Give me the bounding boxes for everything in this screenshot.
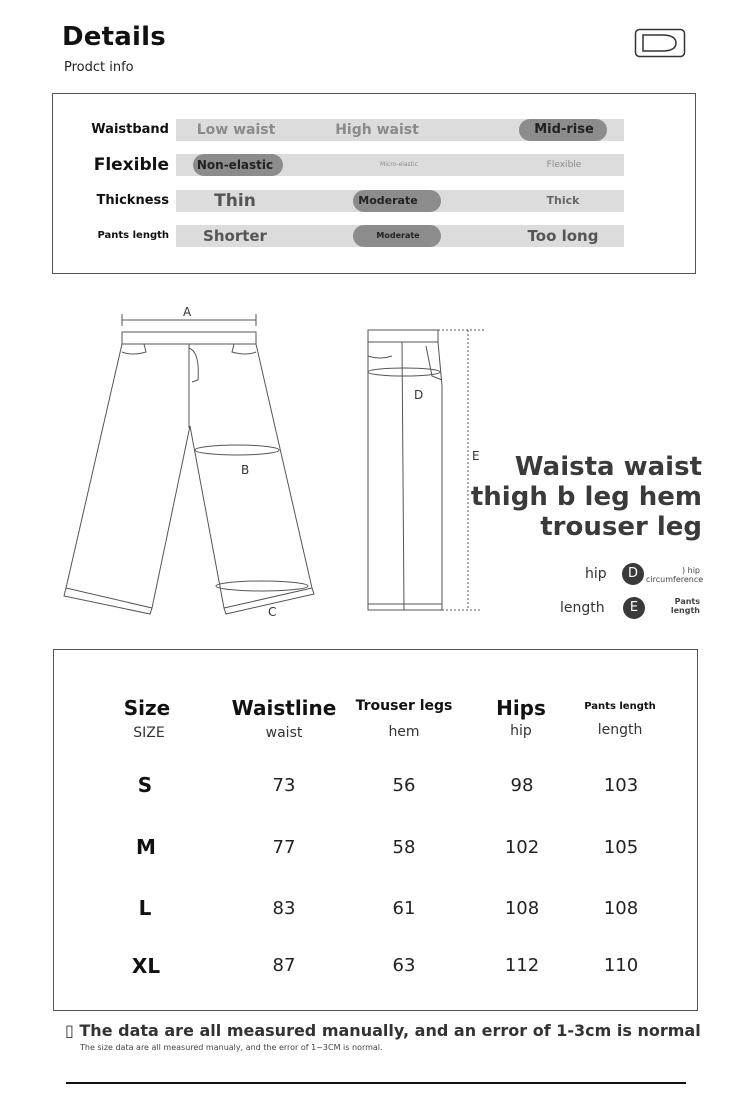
attribute-track bbox=[176, 225, 624, 247]
header-waistline: Waistline bbox=[231, 696, 337, 720]
size-xl: XL bbox=[131, 954, 161, 978]
attribute-row-thickness bbox=[53, 190, 697, 212]
attribute-track bbox=[176, 154, 624, 176]
attribute-label: Flexible bbox=[93, 155, 169, 175]
attribute-row-pants-length bbox=[53, 225, 697, 247]
option-flexible: Flexible bbox=[546, 160, 582, 170]
option-micro-elastic: Micro-elastic bbox=[380, 161, 418, 168]
measure-letter-a: A bbox=[183, 305, 192, 319]
page-subtitle: Prodct info bbox=[64, 60, 134, 75]
size-s: S bbox=[137, 773, 153, 797]
measure-letter-e: E bbox=[472, 449, 480, 463]
header-size: Size bbox=[123, 696, 171, 720]
legend-note-hip: ) hip circumference bbox=[646, 566, 704, 584]
table-cell: 87 bbox=[272, 955, 296, 976]
attribute-label: Pants length bbox=[97, 230, 169, 241]
table-cell: 73 bbox=[272, 775, 296, 796]
option-thin: Thin bbox=[214, 191, 256, 211]
table-cell: 61 bbox=[392, 898, 416, 919]
option-moderate: Moderate bbox=[358, 194, 418, 207]
legend-note-length: Pants length bbox=[670, 597, 700, 615]
table-cell: 58 bbox=[392, 837, 416, 858]
subheader-size: SIZE bbox=[133, 725, 165, 741]
table-cell: 108 bbox=[603, 898, 639, 919]
option-moderate: Moderate bbox=[376, 231, 420, 240]
table-cell: 105 bbox=[603, 837, 639, 858]
headline-line: Waista waist bbox=[514, 452, 702, 482]
table-cell: 103 bbox=[603, 775, 639, 796]
headline-line: trouser leg bbox=[540, 512, 702, 542]
table-cell: 112 bbox=[504, 955, 540, 976]
legend-label-length: length bbox=[560, 600, 605, 616]
legend-label-hip: hip bbox=[585, 566, 607, 582]
header-hips: Hips bbox=[496, 696, 546, 720]
header-trouser-legs: Trouser legs bbox=[355, 698, 453, 714]
attribute-row-flexible bbox=[53, 154, 697, 176]
table-cell: 102 bbox=[504, 837, 540, 858]
footer-divider bbox=[66, 1082, 686, 1084]
legend-badge-e: E bbox=[623, 597, 645, 619]
option-thick: Thick bbox=[546, 194, 580, 207]
note-mark-icon: ▯ bbox=[65, 1021, 74, 1040]
legend-badge-d: D bbox=[622, 563, 644, 585]
subheader-hem: hem bbox=[388, 724, 420, 740]
measure-letter-b: B bbox=[241, 463, 250, 477]
trouser-measurement-diagram bbox=[50, 296, 510, 626]
measurement-note-sub: The size data are all measured manualy, and the error of 1~3CM is normal. bbox=[80, 1043, 383, 1052]
table-cell: 83 bbox=[272, 898, 296, 919]
note-text: The data are all measured manually, and an error of 1-3cm is normal bbox=[79, 1021, 701, 1040]
measurement-headline bbox=[471, 452, 702, 542]
option-mid-rise: Mid-rise bbox=[534, 122, 594, 137]
subheader-hip: hip bbox=[510, 723, 532, 739]
table-cell: 77 bbox=[272, 837, 296, 858]
table-cell: 98 bbox=[510, 775, 534, 796]
attribute-track bbox=[176, 190, 624, 212]
size-table bbox=[53, 649, 698, 1011]
attribute-label: Waistband bbox=[91, 122, 169, 137]
option-shorter: Shorter bbox=[203, 227, 267, 245]
subheader-length: length bbox=[597, 722, 643, 738]
option-high-waist: High waist bbox=[335, 122, 419, 138]
attribute-track bbox=[176, 119, 624, 141]
attribute-label: Thickness bbox=[96, 193, 169, 208]
measurement-note bbox=[65, 1021, 701, 1040]
option-too-long: Too long bbox=[527, 227, 599, 245]
option-low-waist: Low waist bbox=[196, 122, 276, 138]
d-logo-icon bbox=[634, 28, 686, 58]
measure-letter-c: C bbox=[268, 605, 277, 619]
table-cell: 110 bbox=[603, 955, 639, 976]
header-pants-length: Pants length bbox=[584, 701, 656, 712]
size-m: M bbox=[136, 835, 156, 859]
table-cell: 56 bbox=[392, 775, 416, 796]
subheader-waist: waist bbox=[265, 725, 303, 741]
page-title: Details bbox=[62, 22, 166, 52]
attribute-panel bbox=[52, 93, 696, 274]
size-l: L bbox=[138, 896, 152, 920]
headline-line: thigh b leg hem bbox=[470, 482, 702, 512]
measure-letter-d: D bbox=[414, 388, 424, 402]
table-cell: 63 bbox=[392, 955, 416, 976]
table-cell: 108 bbox=[504, 898, 540, 919]
option-non-elastic: Non-elastic bbox=[196, 158, 274, 172]
attribute-row-waistband bbox=[53, 119, 697, 141]
